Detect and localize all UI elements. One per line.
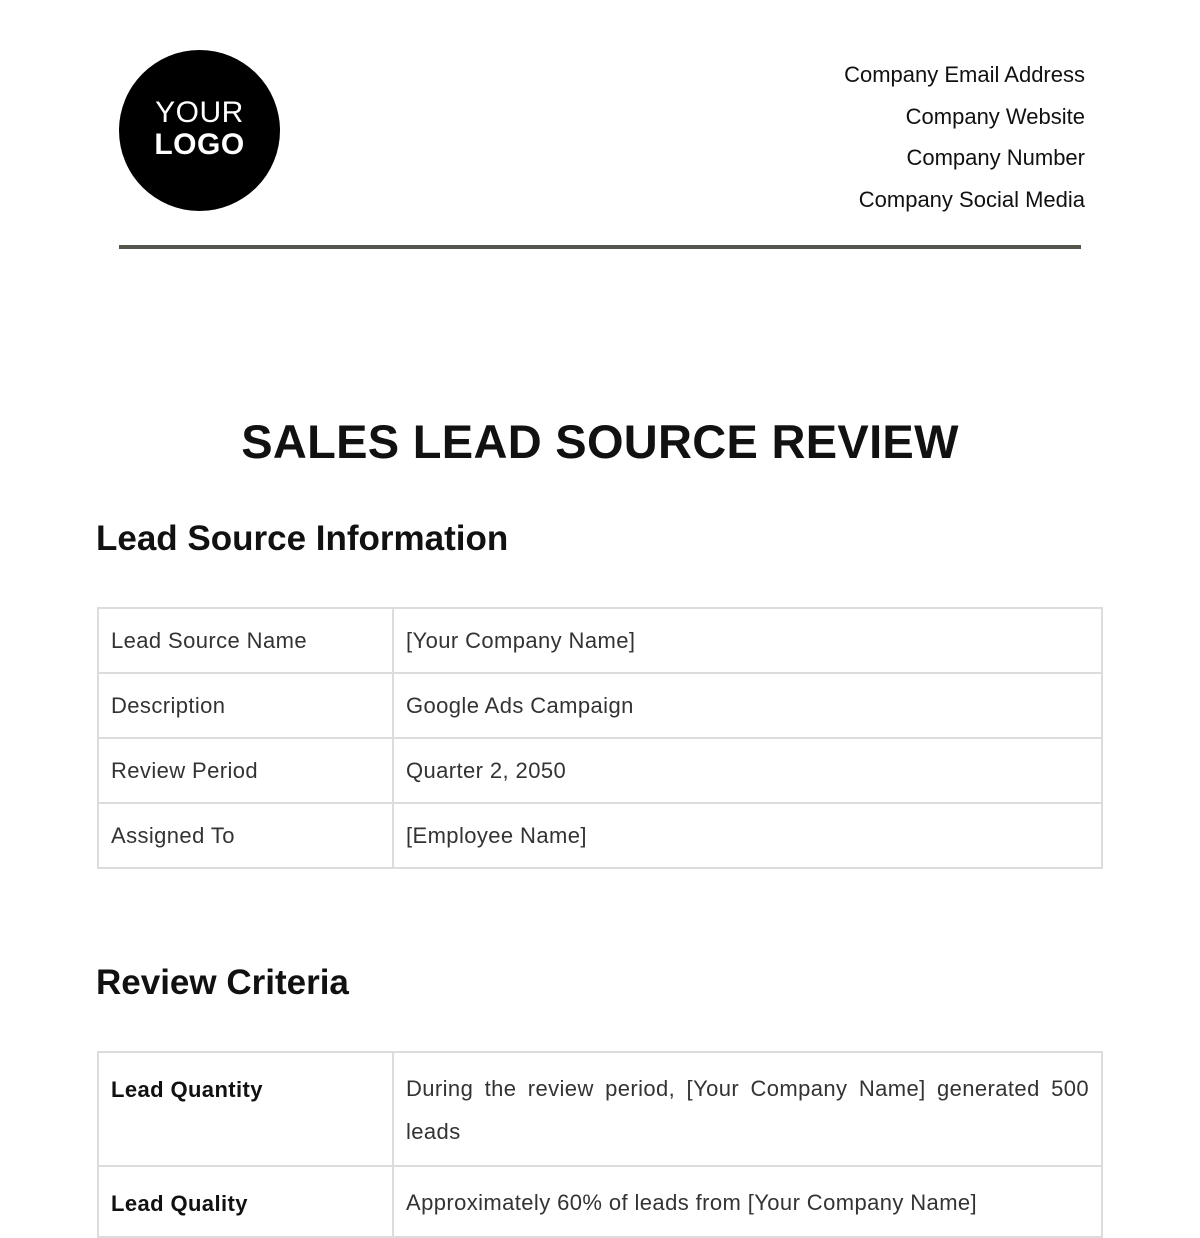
table-row — [98, 1166, 1102, 1237]
table-cell-label: Lead Quantity — [98, 1052, 393, 1166]
document-title: SALES LEAD SOURCE REVIEW — [241, 415, 959, 468]
company-number: Company Number — [906, 145, 1085, 170]
section-title-review-criteria: Review Criteria — [96, 963, 349, 1002]
table-row — [98, 673, 1102, 738]
section-title-lead-source-information: Lead Source Information — [96, 519, 509, 558]
lead-source-info-table — [97, 607, 1103, 869]
company-website: Company Website — [905, 103, 1085, 129]
table-row — [98, 803, 1102, 868]
table-cell-label: Assigned To — [98, 803, 393, 868]
table-cell-value: [Employee Name] — [393, 803, 1102, 868]
logo-line-1: YOUR — [155, 95, 244, 129]
table-row — [98, 1052, 1102, 1166]
header-divider — [119, 245, 1081, 249]
company-contact-block — [844, 54, 1085, 220]
logo-line-2: LOGO — [154, 127, 245, 161]
table-cell-value: [Your Company Name] — [393, 608, 1102, 673]
company-email: Company Email Address — [844, 62, 1085, 87]
company-social-media: Company Social Media — [858, 186, 1085, 212]
table-row — [98, 738, 1102, 803]
review-criteria-table — [97, 1051, 1103, 1238]
table-cell-label: Review Period — [98, 738, 393, 803]
table-cell-value: Google Ads Campaign — [393, 673, 1102, 738]
table-cell-label: Lead Quality — [98, 1166, 393, 1237]
table-cell-value: During the review period, [Your Company Name] generated 500 leads — [393, 1052, 1102, 1166]
table-cell-label: Lead Source Name — [98, 608, 393, 673]
table-cell-label: Description — [98, 673, 393, 738]
table-row — [98, 608, 1102, 673]
table-cell-value: Approximately 60% of leads from [Your Company Name] — [393, 1166, 1102, 1237]
table-cell-value: Quarter 2, 2050 — [393, 738, 1102, 803]
company-logo — [119, 50, 280, 211]
